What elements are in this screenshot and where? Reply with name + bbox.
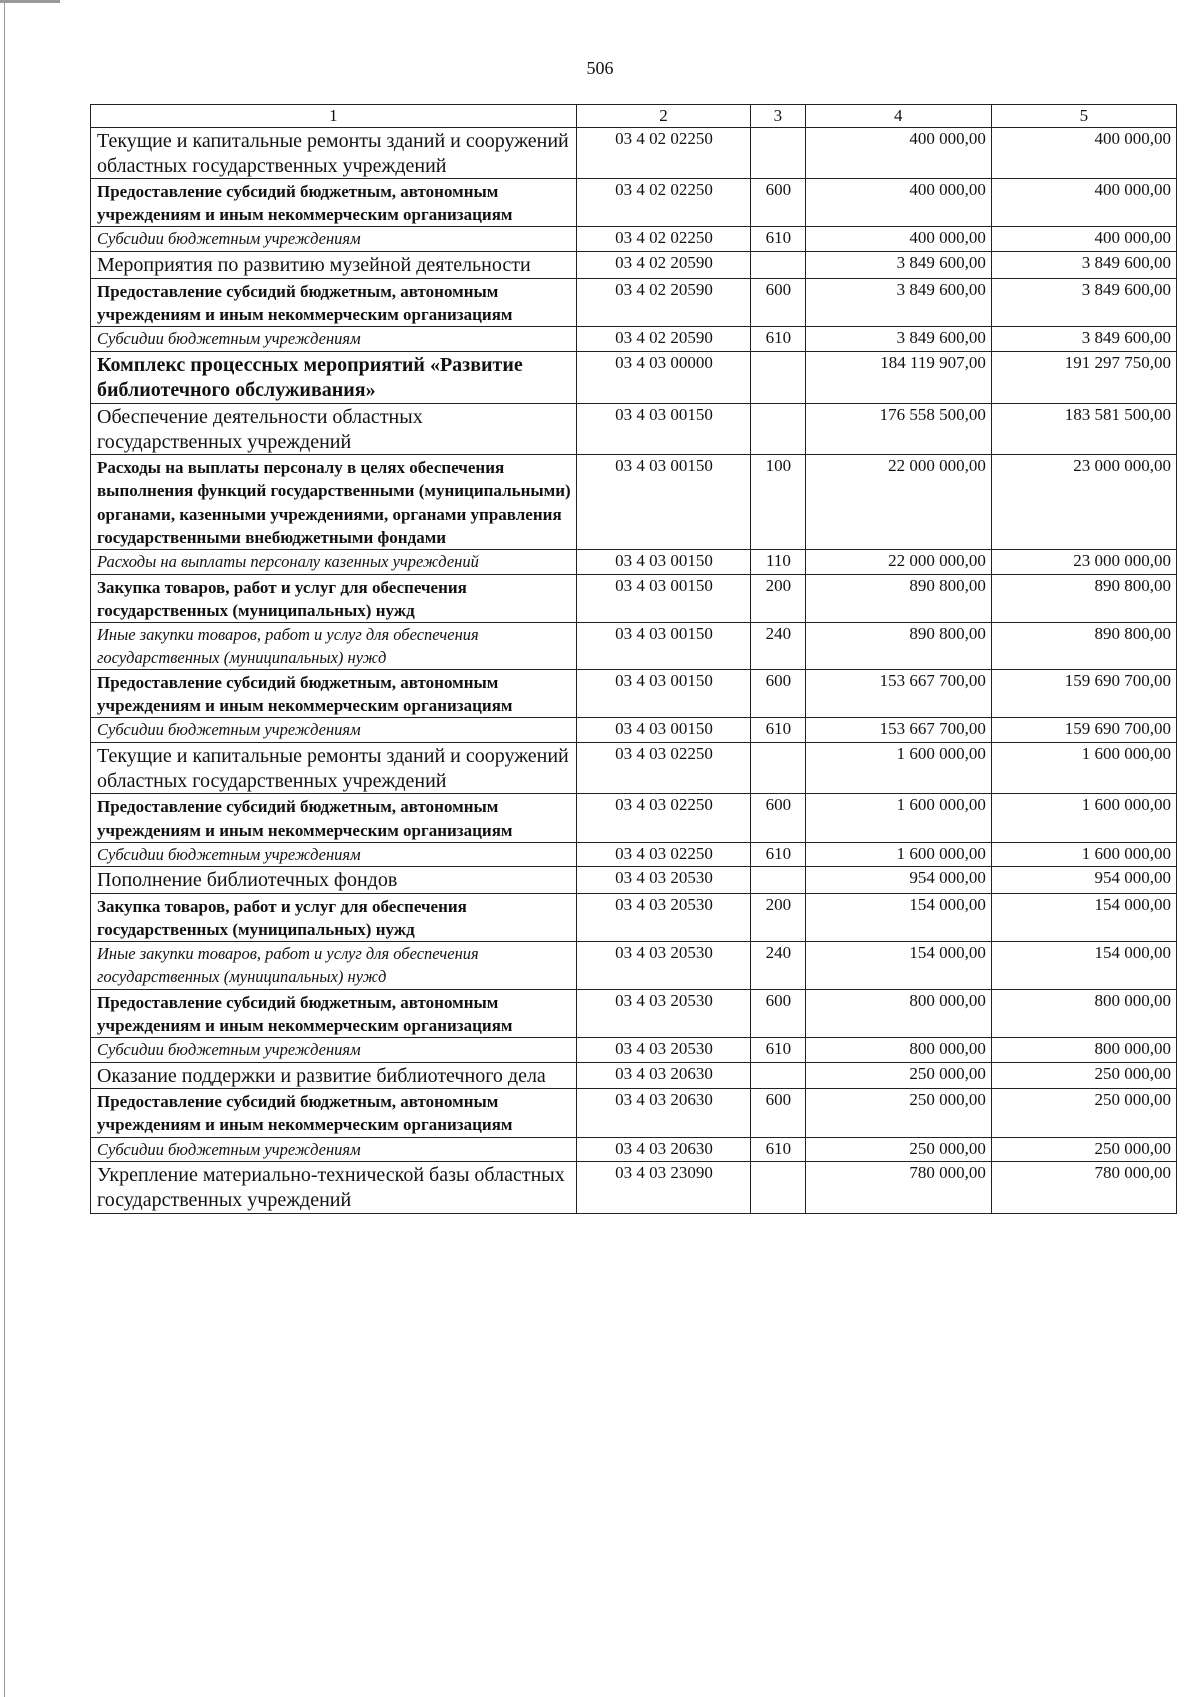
- row-sum-1-cell: 250 000,00: [805, 1089, 991, 1137]
- row-sum-2-cell: 890 800,00: [991, 574, 1176, 622]
- row-code-cell: 03 4 03 20530: [576, 1037, 750, 1062]
- row-code-cell: 03 4 03 00150: [576, 574, 750, 622]
- row-name-cell: Субсидии бюджетным учреждениям: [91, 842, 577, 867]
- row-type-cell: 200: [751, 894, 806, 942]
- row-sum-2-cell: 23 000 000,00: [991, 455, 1176, 549]
- column-header-name: 1: [91, 105, 577, 128]
- row-sum-2-cell: 3 849 600,00: [991, 326, 1176, 351]
- column-header-code: 2: [576, 105, 750, 128]
- table-row: [91, 670, 1177, 718]
- row-code-cell: 03 4 02 20590: [576, 252, 750, 279]
- row-type-cell: 610: [751, 326, 806, 351]
- row-name-cell: Оказание поддержки и развитие библиотечного дела: [91, 1062, 577, 1089]
- row-sum-1-cell: 1 600 000,00: [805, 842, 991, 867]
- row-sum-1-cell: 250 000,00: [805, 1062, 991, 1089]
- row-code-cell: 03 4 03 00150: [576, 549, 750, 574]
- row-code-cell: 03 4 03 00150: [576, 718, 750, 743]
- row-sum-1-cell: 800 000,00: [805, 989, 991, 1037]
- row-type-cell: 600: [751, 794, 806, 842]
- table-row: [91, 1162, 1177, 1213]
- table-row: [91, 743, 1177, 794]
- table-row: [91, 351, 1177, 403]
- row-name-cell: Текущие и капитальные ремонты зданий и сооружений областных государственных учреждений: [91, 743, 577, 794]
- row-code-cell: 03 4 03 00150: [576, 404, 750, 455]
- row-type-cell: [751, 404, 806, 455]
- row-type-cell: 610: [751, 1037, 806, 1062]
- row-sum-1-cell: 800 000,00: [805, 1037, 991, 1062]
- row-type-cell: 610: [751, 227, 806, 252]
- column-header-sum-1: 4: [805, 105, 991, 128]
- row-sum-2-cell: 400 000,00: [991, 128, 1176, 179]
- row-name-cell: Предоставление субсидий бюджетным, автономным учреждениям и иным некоммерческим организациям: [91, 670, 577, 718]
- scan-edge-mark: [0, 0, 60, 3]
- table-header-row: [91, 105, 1177, 128]
- row-sum-2-cell: 1 600 000,00: [991, 794, 1176, 842]
- row-code-cell: 03 4 02 02250: [576, 179, 750, 227]
- row-sum-1-cell: 154 000,00: [805, 894, 991, 942]
- row-sum-1-cell: 3 849 600,00: [805, 278, 991, 326]
- row-code-cell: 03 4 03 02250: [576, 794, 750, 842]
- row-sum-1-cell: 890 800,00: [805, 622, 991, 670]
- row-sum-2-cell: 3 849 600,00: [991, 278, 1176, 326]
- row-sum-1-cell: 1 600 000,00: [805, 743, 991, 794]
- row-sum-1-cell: 890 800,00: [805, 574, 991, 622]
- row-sum-1-cell: 400 000,00: [805, 227, 991, 252]
- row-name-cell: Субсидии бюджетным учреждениям: [91, 718, 577, 743]
- table-row: [91, 252, 1177, 279]
- row-code-cell: 03 4 03 00150: [576, 622, 750, 670]
- row-sum-2-cell: 3 849 600,00: [991, 252, 1176, 279]
- row-type-cell: [751, 351, 806, 403]
- row-sum-1-cell: 400 000,00: [805, 179, 991, 227]
- row-name-cell: Расходы на выплаты персоналу казенных учреждений: [91, 549, 577, 574]
- row-code-cell: 03 4 03 02250: [576, 743, 750, 794]
- row-type-cell: [751, 252, 806, 279]
- row-sum-2-cell: 780 000,00: [991, 1162, 1176, 1213]
- table-row: [91, 1037, 1177, 1062]
- row-name-cell: Субсидии бюджетным учреждениям: [91, 1037, 577, 1062]
- row-type-cell: [751, 128, 806, 179]
- row-name-cell: Субсидии бюджетным учреждениям: [91, 326, 577, 351]
- table-row: [91, 842, 1177, 867]
- row-type-cell: 610: [751, 1137, 806, 1162]
- page-number: 506: [586, 58, 614, 78]
- row-type-cell: [751, 1062, 806, 1089]
- row-sum-1-cell: 780 000,00: [805, 1162, 991, 1213]
- row-code-cell: 03 4 03 20630: [576, 1062, 750, 1089]
- row-code-cell: 03 4 03 02250: [576, 842, 750, 867]
- row-code-cell: 03 4 03 00000: [576, 351, 750, 403]
- table-row: [91, 989, 1177, 1037]
- row-type-cell: 200: [751, 574, 806, 622]
- row-code-cell: 03 4 03 20530: [576, 867, 750, 894]
- row-name-cell: Предоставление субсидий бюджетным, автономным учреждениям и иным некоммерческим организациям: [91, 278, 577, 326]
- row-sum-2-cell: 250 000,00: [991, 1062, 1176, 1089]
- row-sum-2-cell: 191 297 750,00: [991, 351, 1176, 403]
- row-sum-1-cell: 22 000 000,00: [805, 549, 991, 574]
- row-code-cell: 03 4 03 20630: [576, 1137, 750, 1162]
- row-sum-1-cell: 153 667 700,00: [805, 670, 991, 718]
- row-sum-1-cell: 1 600 000,00: [805, 794, 991, 842]
- table-row: [91, 1137, 1177, 1162]
- row-type-cell: [751, 1162, 806, 1213]
- budget-table-body: [91, 105, 1177, 1214]
- table-row: [91, 278, 1177, 326]
- row-sum-1-cell: 153 667 700,00: [805, 718, 991, 743]
- row-name-cell: Предоставление субсидий бюджетным, автономным учреждениям и иным некоммерческим организациям: [91, 794, 577, 842]
- table-row: [91, 894, 1177, 942]
- row-sum-2-cell: 1 600 000,00: [991, 842, 1176, 867]
- row-type-cell: [751, 743, 806, 794]
- table-row: [91, 1062, 1177, 1089]
- row-code-cell: 03 4 03 23090: [576, 1162, 750, 1213]
- table-row: [91, 179, 1177, 227]
- row-sum-2-cell: 800 000,00: [991, 989, 1176, 1037]
- table-row: [91, 574, 1177, 622]
- table-row: [91, 942, 1177, 990]
- row-name-cell: Иные закупки товаров, работ и услуг для обеспечения государственных (муниципальных) нужд: [91, 622, 577, 670]
- row-name-cell: Предоставление субсидий бюджетным, автономным учреждениям и иным некоммерческим организациям: [91, 1089, 577, 1137]
- row-sum-2-cell: 250 000,00: [991, 1089, 1176, 1137]
- row-sum-2-cell: 800 000,00: [991, 1037, 1176, 1062]
- row-code-cell: 03 4 03 20530: [576, 894, 750, 942]
- row-type-cell: 110: [751, 549, 806, 574]
- row-name-cell: Комплекс процессных мероприятий «Развитие библиотечного обслуживания»: [91, 351, 577, 403]
- row-type-cell: 600: [751, 179, 806, 227]
- row-name-cell: Мероприятия по развитию музейной деятельности: [91, 252, 577, 279]
- row-name-cell: Иные закупки товаров, работ и услуг для обеспечения государственных (муниципальных) нужд: [91, 942, 577, 990]
- row-type-cell: 100: [751, 455, 806, 549]
- row-name-cell: Расходы на выплаты персоналу в целях обеспечения выполнения функций государственными (муниципальными) органами, казенными учреждениями, органами управления государственными внебюджетными фондами: [91, 455, 577, 549]
- table-row: [91, 227, 1177, 252]
- row-code-cell: 03 4 03 20530: [576, 942, 750, 990]
- row-code-cell: 03 4 02 02250: [576, 128, 750, 179]
- row-code-cell: 03 4 03 20530: [576, 989, 750, 1037]
- row-type-cell: 610: [751, 718, 806, 743]
- scan-edge-line: [4, 0, 5, 1697]
- row-type-cell: 600: [751, 1089, 806, 1137]
- row-type-cell: 600: [751, 670, 806, 718]
- row-sum-1-cell: 400 000,00: [805, 128, 991, 179]
- row-code-cell: 03 4 02 20590: [576, 278, 750, 326]
- row-sum-2-cell: 159 690 700,00: [991, 670, 1176, 718]
- row-sum-1-cell: 22 000 000,00: [805, 455, 991, 549]
- table-row: [91, 622, 1177, 670]
- row-name-cell: Закупка товаров, работ и услуг для обеспечения государственных (муниципальных) нужд: [91, 574, 577, 622]
- row-code-cell: 03 4 03 00150: [576, 455, 750, 549]
- row-name-cell: Субсидии бюджетным учреждениям: [91, 227, 577, 252]
- row-type-cell: [751, 867, 806, 894]
- row-sum-2-cell: 890 800,00: [991, 622, 1176, 670]
- row-sum-2-cell: 23 000 000,00: [991, 549, 1176, 574]
- row-sum-1-cell: 3 849 600,00: [805, 326, 991, 351]
- table-row: [91, 404, 1177, 455]
- row-name-cell: Предоставление субсидий бюджетным, автономным учреждениям и иным некоммерческим организациям: [91, 989, 577, 1037]
- row-type-cell: 600: [751, 989, 806, 1037]
- row-name-cell: Укрепление материально-технической базы областных государственных учреждений: [91, 1162, 577, 1213]
- row-sum-1-cell: 176 558 500,00: [805, 404, 991, 455]
- row-name-cell: Обеспечение деятельности областных государственных учреждений: [91, 404, 577, 455]
- row-code-cell: 03 4 02 20590: [576, 326, 750, 351]
- table-row: [91, 794, 1177, 842]
- row-sum-2-cell: 154 000,00: [991, 942, 1176, 990]
- row-name-cell: Пополнение библиотечных фондов: [91, 867, 577, 894]
- row-name-cell: Закупка товаров, работ и услуг для обеспечения государственных (муниципальных) нужд: [91, 894, 577, 942]
- row-type-cell: 240: [751, 942, 806, 990]
- row-name-cell: Текущие и капитальные ремонты зданий и сооружений областных государственных учреждений: [91, 128, 577, 179]
- table-row: [91, 326, 1177, 351]
- row-code-cell: 03 4 03 20630: [576, 1089, 750, 1137]
- row-sum-1-cell: 954 000,00: [805, 867, 991, 894]
- row-name-cell: Предоставление субсидий бюджетным, автономным учреждениям и иным некоммерческим организациям: [91, 179, 577, 227]
- row-type-cell: 600: [751, 278, 806, 326]
- row-code-cell: 03 4 03 00150: [576, 670, 750, 718]
- budget-table: [90, 104, 1177, 1214]
- row-sum-2-cell: 250 000,00: [991, 1137, 1176, 1162]
- row-sum-2-cell: 954 000,00: [991, 867, 1176, 894]
- table-row: [91, 1089, 1177, 1137]
- table-row: [91, 867, 1177, 894]
- column-header-sum-2: 5: [991, 105, 1176, 128]
- row-code-cell: 03 4 02 02250: [576, 227, 750, 252]
- column-header-type: 3: [751, 105, 806, 128]
- row-sum-2-cell: 400 000,00: [991, 227, 1176, 252]
- row-sum-2-cell: 159 690 700,00: [991, 718, 1176, 743]
- row-type-cell: 240: [751, 622, 806, 670]
- row-type-cell: 610: [751, 842, 806, 867]
- row-name-cell: Субсидии бюджетным учреждениям: [91, 1137, 577, 1162]
- table-row: [91, 718, 1177, 743]
- row-sum-2-cell: 183 581 500,00: [991, 404, 1176, 455]
- row-sum-1-cell: 3 849 600,00: [805, 252, 991, 279]
- row-sum-2-cell: 1 600 000,00: [991, 743, 1176, 794]
- row-sum-1-cell: 250 000,00: [805, 1137, 991, 1162]
- row-sum-2-cell: 154 000,00: [991, 894, 1176, 942]
- table-row: [91, 549, 1177, 574]
- table-row: [91, 128, 1177, 179]
- row-sum-1-cell: 154 000,00: [805, 942, 991, 990]
- table-row: [91, 455, 1177, 549]
- row-sum-1-cell: 184 119 907,00: [805, 351, 991, 403]
- row-sum-2-cell: 400 000,00: [991, 179, 1176, 227]
